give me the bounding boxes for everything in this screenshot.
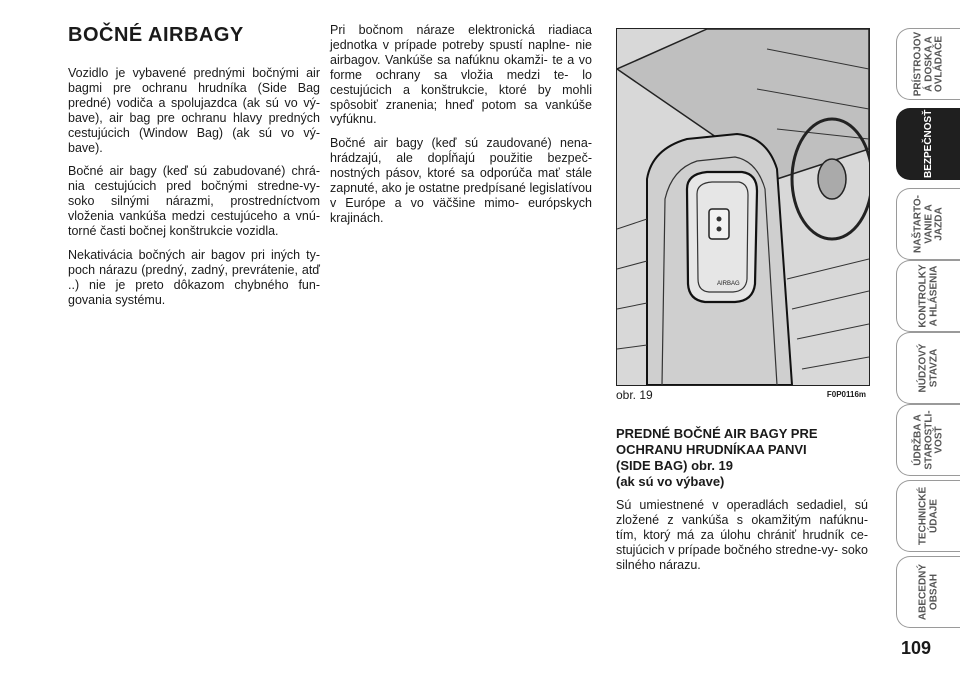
paragraph: Vozidlo je vybavené prednými bočnými air bagmi pre ochranu hrudníka (Side Bag predné) vodiča a spolujazdca (ak sú vo vý- bave), air bag pre ochranu hlavy predných cestujúcich (Window Bag) (ak sú vo vý- bave). [68,66,320,155]
tab-label: TECHNICKÉ ÚDAJE [917,486,939,546]
tab-label: KONTROLKY A HLÁSENIA [917,264,939,328]
tab-pristrojova-doska[interactable] [896,28,960,100]
tab-nastartovanie[interactable] [896,188,960,260]
tab-bezpecnost[interactable] [896,108,960,180]
tab-technicke-udaje[interactable] [896,480,960,552]
tab-udrzba[interactable] [896,404,960,476]
paragraph: Sú umiestnené v operadlách sedadiel, sú zložené z vankúša s okamžitým nafúknu- tím, ktorý má za úlohu chrániť hrudník ce- stujúcich v prípade bočného stredne-vy- soko silného nárazu. [616,498,868,572]
seat-airbag-illustration [617,29,869,385]
figure-caption [616,388,868,404]
tab-abecedny-obsah[interactable] [896,556,960,628]
tab-label: ABECEDNÝ OBSAH [917,563,939,621]
tab-label: ÚDRŽBA A STAROSTLI- VOSŤ [911,410,944,470]
figure-code: F0P0116m [826,390,866,399]
tab-label: BEZPEČNOSŤ [922,109,934,178]
left-text-column [68,66,320,317]
airbag-label: AIRBAG [717,281,740,287]
paragraph: Nekativácia bočných air bagov pri iných ty- poch nárazu (predný, zadný, prevrátenie, atď ..) nie je preto dôkazom chybného fun- govania systému. [68,247,320,307]
middle-text-column [330,23,592,235]
paragraph: Bočné air bagy (keď sú zabudované) chrá- nia cestujúcich pred bočnými stredne-vy- soko silnými nárazmi, prostredníctvom vloženia vankúša medzi cestujúceho a vnú- torné časti bočnej konštrukcie vozidla. [68,164,320,239]
tab-label: PRÍSTROJOV Á DOSKA A OVLÁDAČE [911,31,944,97]
heading-line: (SIDE BAG) obr. 19 [616,458,734,473]
tab-label: NAŠTARTO- VANIE A JAZDA [911,195,944,253]
right-text-column [616,426,868,582]
paragraph: Pri bočnom náraze elektronická riadiaca jednotka v prípade potreby spustí naplne- nie airbagov. Vankúše sa nafúknu okamži- te a vo forme ochrany sa vložia medzi te- lo cestujúcich a konštrukcie, ktoré by mohli spôsobiť zranenia; hneď potom sa vankúše vyfúknu. [330,23,592,127]
heading-line: OCHRANU HRUDNÍKAA PANVI [616,442,807,457]
tab-kontrolky[interactable] [896,260,960,332]
tab-nudzovy-stav[interactable] [896,332,960,404]
tab-label: NÚDZOVÝ STAVZA [917,343,939,393]
figure-seat-airbag [616,28,870,386]
page-number: 109 [900,638,932,658]
heading-line: (ak sú vo výbave) [616,474,725,489]
paragraph: Bočné air bagy (keď sú zaudované) nena- hrádzajú, ale dopĺňajú použitie bezpeč- nostných pásov, ktoré sa odporúča mať stále zapnuté, ako je ostatne predpísané legislatívou v Európe a vo väčšine mimo- európskych krajinách. [330,136,592,225]
figure-caption-label: obr. 19 [616,388,653,402]
heading-line: PREDNÉ BOČNÉ AIR BAGY PRE [616,426,818,441]
page-title: BOČNÉ AIRBAGY [68,24,244,46]
section-heading [616,426,868,490]
